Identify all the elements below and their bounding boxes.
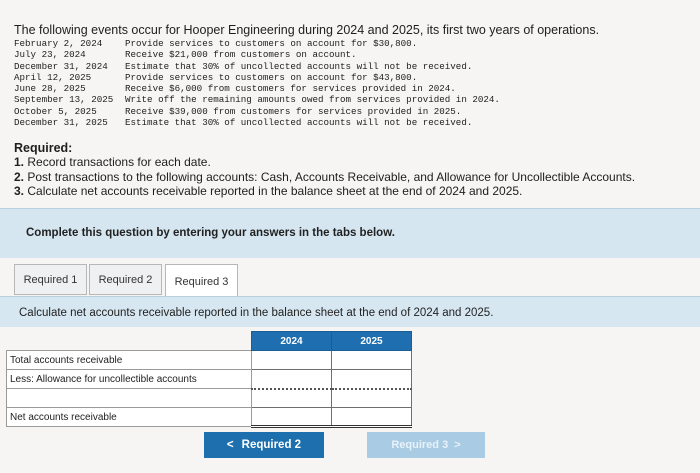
required-text: Post transactions to the following accounts: Cash, Accounts Receivable, and Allowance for Uncollectible Accounts. [27,169,636,184]
event-date: December 31, 2024 [14,60,108,72]
event-row [14,49,500,60]
input-cell-2024[interactable] [252,351,332,370]
input-cell-2024[interactable] [252,389,332,408]
chevron-right-icon: > [454,439,461,451]
next-button[interactable] [367,432,485,458]
required-num: 2. [14,169,25,184]
next-button-label: Required 3 [391,439,449,451]
intro-text: The following events occur for Hooper Engineering during 2024 and 2025, its first two years of operations. [14,23,600,37]
previous-button[interactable] [204,432,324,458]
net-ar-2025-input[interactable] [332,408,411,425]
event-row [14,83,500,94]
header-blank [7,332,252,351]
input-cell-2024[interactable] [252,408,332,427]
event-row [14,117,500,128]
input-cell-2025[interactable] [332,408,412,427]
required-num: 3. [14,184,25,198]
event-date: April 12, 2025 [14,71,92,83]
input-cell-2025[interactable] [332,351,412,370]
panel-prompt: Calculate net accounts receivable reported in the balance sheet at the end of 2024 and 2025. [19,307,494,319]
row-label[interactable] [7,389,252,408]
previous-button-label: Required 2 [241,439,302,451]
tab-required-1[interactable]: Required 1 [14,264,87,295]
event-date: September 13, 2025 [14,94,114,106]
row-label: Less: Allowance for uncollectible accounts [7,370,252,389]
input-cell-2025[interactable] [332,389,412,408]
total-ar-2025-input[interactable] [332,351,411,369]
event-text: Write off the remaining amounts owed from services provided in 2024. [125,94,500,106]
allowance-2025-input[interactable] [332,370,411,388]
blank-row-2025-input[interactable] [332,390,411,408]
required-text: Calculate net accounts receivable reported in the balance sheet at the end of 2024 and 2025. [27,184,523,198]
event-date: October 5, 2025 [14,105,97,117]
event-date: July 23, 2024 [14,49,86,61]
required-item [14,155,635,170]
chevron-left-icon: < [226,439,234,451]
event-text: Estimate that 30% of uncollected accounts will not be received. [125,60,473,72]
event-text: Provide services to customers on account for $43,800. [125,71,418,83]
row-label: Net accounts receivable [7,408,252,427]
table-row [7,408,412,427]
event-row [14,106,500,117]
net-ar-2024-input[interactable] [252,408,331,425]
event-date: December 31, 2025 [14,117,108,129]
required-item [14,170,635,185]
event-text: Receive $6,000 from customers for services provided in 2024. [125,83,456,95]
input-cell-2025[interactable] [332,370,412,389]
blank-row-2024-input[interactable] [252,390,331,408]
row-label: Total accounts receivable [7,351,252,370]
required-item [14,184,635,199]
table-row [7,389,412,408]
event-row [14,72,500,83]
tab-required-3[interactable]: Required 3 [165,264,238,298]
required-text: Record transactions for each date. [27,155,211,169]
total-ar-2024-input[interactable] [252,351,331,369]
event-date: June 28, 2025 [14,83,86,95]
required-num: 1. [14,155,25,169]
required-list [14,155,635,199]
events-list [14,38,500,128]
event-text: Provide services to customers on account for $30,800. [125,38,418,49]
net-receivable-table [6,331,412,428]
instruction-text: Complete this question by entering your answers in the tabs below. [26,227,395,239]
instruction-box [0,208,700,261]
event-text: Estimate that 30% of uncollected accounts will not be received. [125,117,473,129]
event-row [14,94,500,105]
event-text: Receive $21,000 from customers on account. [125,49,357,61]
event-row [14,38,500,49]
required-heading: Required: [14,141,73,155]
column-header-2025: 2025 [332,332,412,351]
tab-required-2[interactable]: Required 2 [89,264,162,295]
question-panel [0,296,700,327]
event-text: Receive $39,000 from customers for services provided in 2025. [125,105,462,117]
event-row [14,61,500,72]
tab-bar [0,258,700,298]
table-row [7,370,412,389]
table-header-row [7,332,412,351]
input-cell-2024[interactable] [252,370,332,389]
event-date: February 2, 2024 [14,38,103,49]
column-header-2024: 2024 [252,332,332,351]
table-row [7,351,412,370]
allowance-2024-input[interactable] [252,370,331,388]
